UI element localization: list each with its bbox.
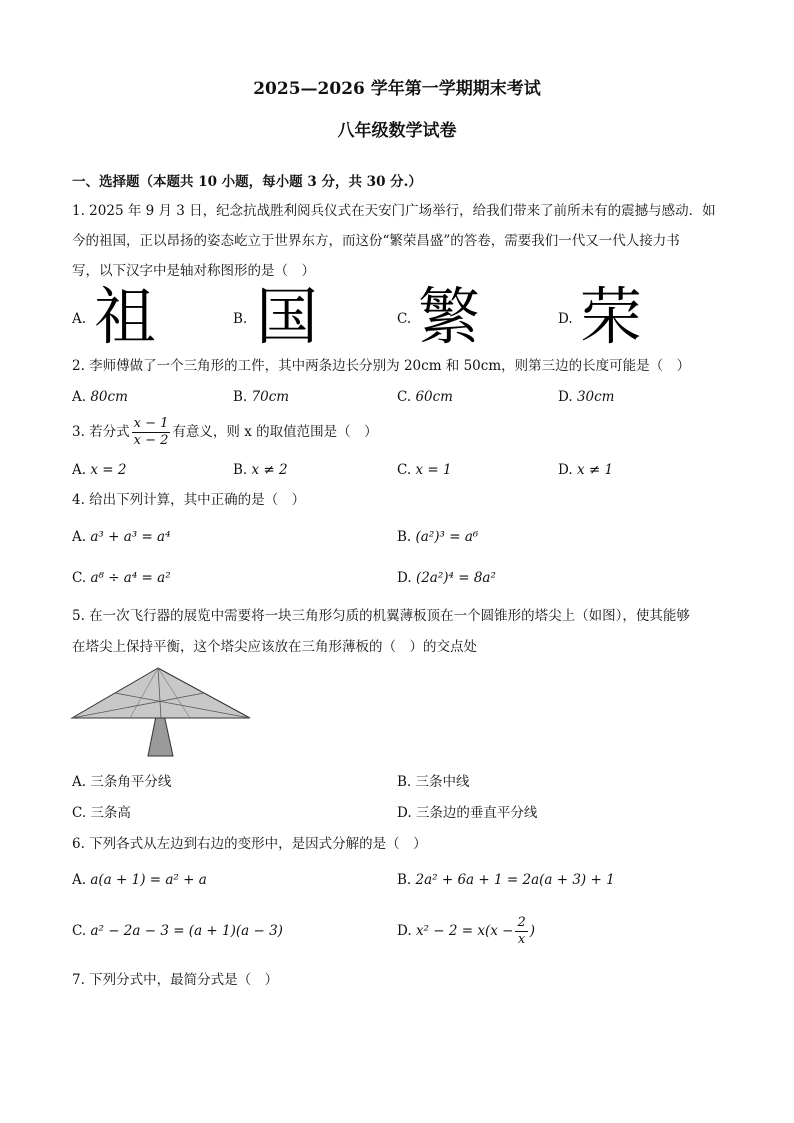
q1-option-c-label: C. xyxy=(397,311,412,327)
q7-stem: 7. 下列分式中，最简分式是（ ） xyxy=(72,972,279,988)
q3-stem xyxy=(72,414,378,450)
q1-option-d-label: D. xyxy=(558,311,573,327)
q3-option-a xyxy=(72,460,126,480)
q5-option-d xyxy=(397,803,537,823)
q5-option-b-text: 三条中线 xyxy=(415,774,470,790)
q3-frac-den: x − 2 xyxy=(133,433,169,448)
q1-option-d-char: 荣 xyxy=(580,280,643,353)
q3-option-a-text: x = 2 xyxy=(90,462,127,478)
q2-option-a-label: A. xyxy=(72,389,87,405)
q6-option-d-text: x² − 2 = x(x − xyxy=(415,923,514,939)
q2-option-d xyxy=(558,387,614,407)
q1-line3: 写，以下汉字中是轴对称图形的是（ ） xyxy=(72,263,315,279)
q5-option-c-text: 三条高 xyxy=(90,805,131,821)
q5-option-b-label: B. xyxy=(397,774,412,790)
exam-subtitle: 八年级数学试卷 xyxy=(337,121,457,141)
q2-option-d-label: D. xyxy=(558,389,573,405)
q4-option-c-text: a⁸ ÷ a⁴ = a² xyxy=(90,570,171,586)
q2-option-c xyxy=(397,387,453,407)
q6-d-frac-num: 2 xyxy=(517,915,526,930)
q1-option-b-label: B. xyxy=(233,311,248,327)
q6-option-a xyxy=(72,870,207,890)
q2-option-b xyxy=(233,387,289,407)
q4-option-c xyxy=(72,568,171,588)
q5-option-d-text: 三条边的垂直平分线 xyxy=(415,805,538,821)
q6-option-a-text: a(a + 1) = a² + a xyxy=(90,872,207,888)
q3-fraction xyxy=(132,416,171,449)
q5-line2: 在塔尖上保持平衡，这个塔尖应该放在三角形薄板的（ ）的交点处 xyxy=(72,639,477,655)
q5-option-d-label: D. xyxy=(397,805,412,821)
q5-option-a-text: 三条角平分线 xyxy=(90,774,172,790)
q4-option-a-text: a³ + a³ = a⁴ xyxy=(90,529,171,545)
q3-option-b-text: x ≠ 2 xyxy=(251,462,288,478)
q2-option-d-text: 30cm xyxy=(576,389,615,405)
q1-option-a-label: A. xyxy=(72,311,87,327)
q5-line1: 5. 在一次飞行器的展览中需要将一块三角形匀质的机翼薄板顶在一个圆锥形的塔尖上（如图），使其能够 xyxy=(72,608,690,624)
q3-option-a-label: A. xyxy=(72,462,87,478)
q6-option-d-tail: ) xyxy=(529,923,535,939)
q3-option-d xyxy=(558,460,613,480)
q5-option-a xyxy=(72,772,171,792)
q2-option-a xyxy=(72,387,128,407)
q4-option-a xyxy=(72,527,171,547)
q5-option-b xyxy=(397,772,470,792)
triangle-plate xyxy=(72,668,250,718)
q6-option-b xyxy=(397,870,615,890)
q6-d-frac-den: x xyxy=(517,932,526,947)
q3-option-d-text: x ≠ 1 xyxy=(576,462,614,478)
q2-option-a-text: 80cm xyxy=(90,389,128,405)
q6-option-c-text: a² − 2a − 3 = (a + 1)(a − 3) xyxy=(90,923,283,939)
q5-option-c xyxy=(72,803,131,823)
q4-option-b-label: B. xyxy=(397,529,412,545)
q4-option-d-text: (2a²)⁴ = 8a² xyxy=(415,570,496,586)
q6-option-d-fraction xyxy=(515,915,527,948)
q3-option-c xyxy=(397,460,452,480)
q6-option-d xyxy=(397,912,535,950)
q4-option-d xyxy=(397,568,496,588)
q3-suffix: 有意义，则 x 的取值范围是（ ） xyxy=(172,424,378,440)
q4-option-c-label: C. xyxy=(72,570,87,586)
q2-stem: 2. 李师傅做了一个三角形的工件，其中两条边长分别为 20cm 和 50cm，则第三边的长度可能是（ ） xyxy=(72,358,691,374)
q3-option-b-label: B. xyxy=(233,462,248,478)
q5-option-a-label: A. xyxy=(72,774,87,790)
wing-on-cone-figure xyxy=(70,666,254,760)
q3-option-c-text: x = 1 xyxy=(415,462,452,478)
section-heading: 一、选择题（本题共 10 小题，每小题 3 分，共 30 分.） xyxy=(72,174,422,190)
q6-option-b-text: 2a² + 6a + 1 = 2a(a + 3) + 1 xyxy=(415,872,615,888)
q2-option-c-label: C. xyxy=(397,389,412,405)
q6-option-c xyxy=(72,921,283,941)
q1-option-c-char: 繁 xyxy=(418,280,481,353)
q6-option-b-label: B. xyxy=(397,872,412,888)
q6-stem: 6. 下列各式从左边到右边的变形中，是因式分解的是（ ） xyxy=(72,836,427,852)
q3-option-c-label: C. xyxy=(397,462,412,478)
q1-option-b-char: 国 xyxy=(256,280,319,353)
q3-option-d-label: D. xyxy=(558,462,573,478)
q2-option-b-label: B. xyxy=(233,389,248,405)
q3-option-b xyxy=(233,460,288,480)
q4-option-b xyxy=(397,527,478,547)
q1-line2: 今的祖国，正以昂扬的姿态屹立于世界东方，而这份“繁荣昌盛”的答卷，需要我们一代又一代人接力书 xyxy=(72,233,680,249)
q4-option-b-text: (a²)³ = a⁶ xyxy=(415,529,479,545)
exam-title: 2025—2026 学年第一学期期末考试 xyxy=(253,79,541,99)
q4-option-d-label: D. xyxy=(397,570,412,586)
q5-option-c-label: C. xyxy=(72,805,87,821)
q6-option-a-label: A. xyxy=(72,872,87,888)
q3-prefix: 3. 若分式 xyxy=(72,424,130,440)
q2-option-c-text: 60cm xyxy=(415,389,453,405)
q4-option-a-label: A. xyxy=(72,529,87,545)
q2-option-b-text: 70cm xyxy=(251,389,290,405)
q6-option-c-label: C. xyxy=(72,923,87,939)
q1-option-a-char: 祖 xyxy=(94,280,157,353)
q3-frac-num: x − 1 xyxy=(133,416,169,431)
q4-stem: 4. 给出下列计算，其中正确的是（ ） xyxy=(72,492,306,508)
q1-line1: 1. 2025 年 9 月 3 日，纪念抗战胜利阅兵仪式在天安门广场举行，给我们带来了前所未有的震撼与感动．如 xyxy=(72,203,716,219)
q6-option-d-label: D. xyxy=(397,923,412,939)
